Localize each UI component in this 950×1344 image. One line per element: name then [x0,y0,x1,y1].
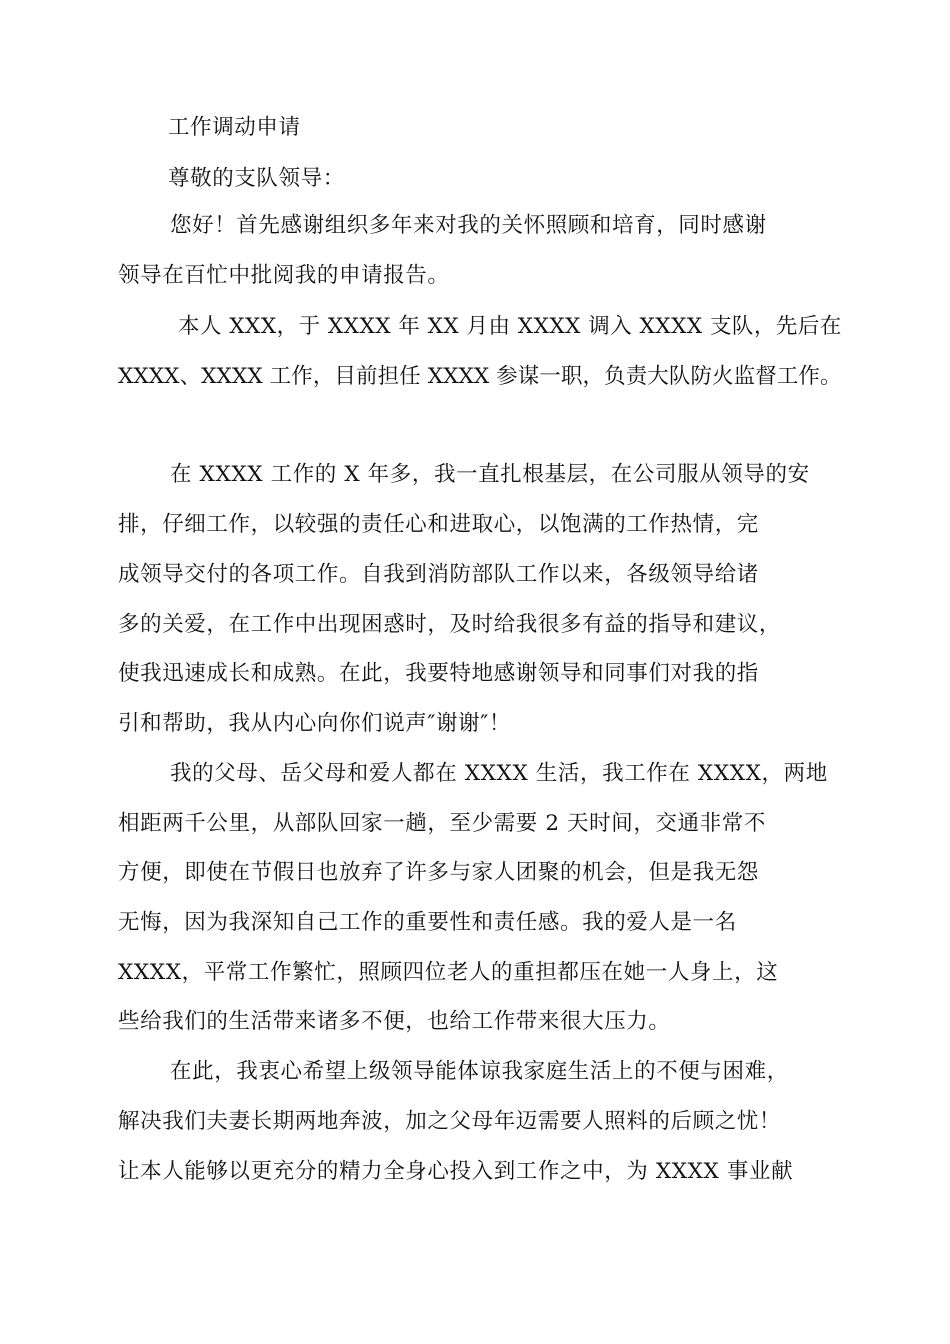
paragraph-4-line-3: 方便，即使在节假日也放弃了许多与家人团聚的机会，但是我无怨 [118,860,759,885]
paragraph-3-line-5: 使我迅速成长和成熟。在此，我要特地感谢领导和同事们对我的指 [118,661,759,686]
paragraph-4-line-2: 相距两千公里，从部队回家一趟，至少需要 2 天时间，交通非常不 [118,811,766,836]
paragraph-3-line-4: 多的关爱，在工作中出现困惑时，及时给我很多有益的指导和建议， [118,612,782,637]
salutation: 尊敬的支队领导： [168,166,345,191]
paragraph-4-line-6: 些给我们的生活带来诸多不便，也给工作带来很大压力。 [118,1009,671,1034]
paragraph-2-line-2: XXXX、XXXX 工作，目前担任 XXXX 参谋一职，负责大队防火监督工作。 [118,364,842,389]
paragraph-2-line-1: 本人 XXX，于 XXXX 年 XX 月由 XXXX 调入 XXXX 支队，先后在 [178,314,842,339]
paragraph-1-line-1: 您好！首先感谢组织多年来对我的关怀照顾和培育，同时感谢 [170,213,767,238]
paragraph-5-line-1: 在此，我衷心希望上级领导能体谅我家庭生活上的不便与困难， [170,1059,789,1084]
paragraph-3-line-1: 在 XXXX 工作的 X 年多，我一直扎根基层，在公司服从领导的安 [170,462,810,487]
paragraph-4-line-1: 我的父母、岳父母和爱人都在 XXXX 生活，我工作在 XXXX，两地 [170,761,828,786]
paragraph-4-line-4: 无悔，因为我深知自己工作的重要性和责任感。我的爱人是一名 [118,910,737,935]
paragraph-1-line-2: 领导在百忙中批阅我的申请报告。 [118,263,450,288]
paragraph-3-line-2: 排，仔细工作，以较强的责任心和进取心，以饱满的工作热情，完 [118,512,759,537]
paragraph-4-line-5: XXXX，平常工作繁忙，照顾四位老人的重担都压在她一人身上，这 [118,960,779,985]
paragraph-3-line-3: 成领导交付的各项工作。自我到消防部队工作以来，各级领导给诸 [118,562,759,587]
document-title: 工作调动申请 [168,115,301,140]
paragraph-5-line-3: 让本人能够以更充分的精力全身心投入到工作之中，为 XXXX 事业献 [118,1159,794,1184]
paragraph-5-line-2: 解决我们夫妻长期两地奔波，加之父母年迈需要人照料的后顾之忧！ [118,1109,782,1134]
paragraph-3-line-6: 引和帮助，我从内心向你们说声″谢谢″！ [118,711,511,736]
